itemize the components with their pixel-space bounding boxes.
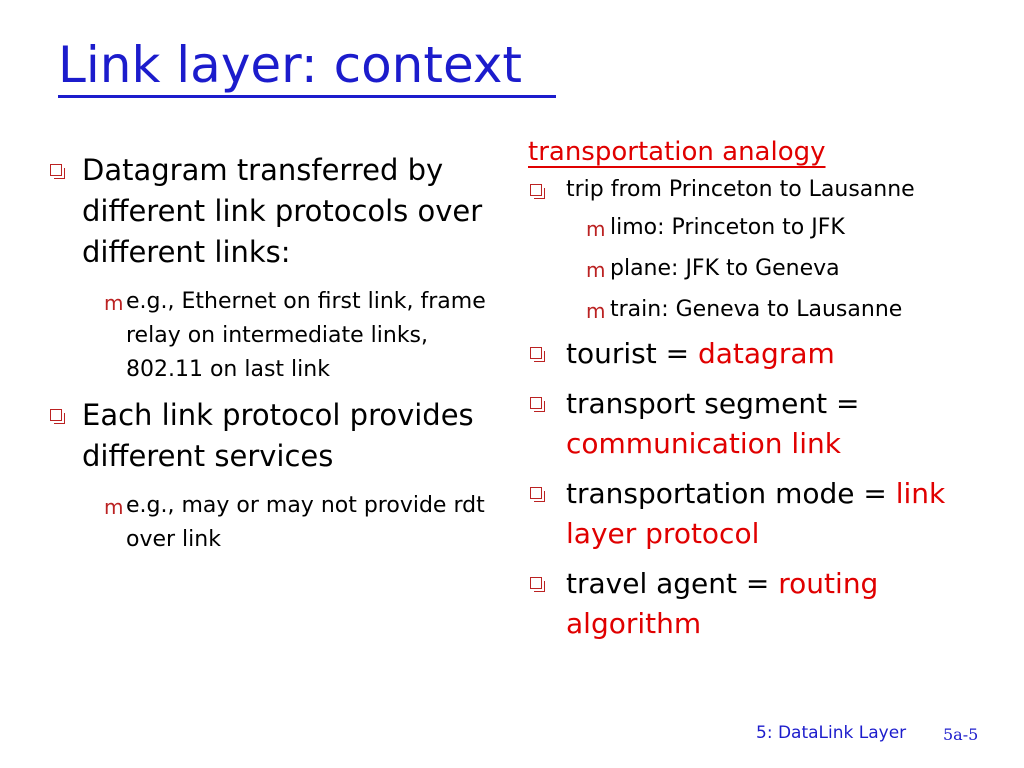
footer-page-number: 5a-5	[943, 725, 979, 744]
analogy-transportation-mode	[528, 474, 988, 554]
analogy-highlight: routing algorithm	[566, 567, 879, 640]
analogy-transport-segment	[528, 384, 988, 464]
analogy-prefix: travel agent =	[566, 567, 779, 600]
trip-subbullet-text: plane: JFK to Geneva	[610, 256, 840, 281]
trip-bullet	[528, 173, 988, 207]
sub-bullet-icon: m	[586, 299, 606, 323]
slide-title: Link layer: context	[58, 36, 523, 94]
trip-subbullet-text: train: Geneva to Lausanne	[610, 297, 903, 322]
left-subbullet-2-text: e.g., may or may not provide rdt over link	[126, 493, 485, 552]
square-bullet-icon	[530, 347, 542, 359]
analogy-highlight: datagram	[697, 337, 835, 370]
sub-bullet-icon: m	[586, 258, 606, 282]
sub-bullet-icon: m	[586, 217, 606, 241]
analogy-highlight: communication link	[566, 427, 841, 460]
left-bullet-2-text: Each link protocol provides different services	[82, 398, 474, 473]
analogy-prefix: transportation mode =	[566, 477, 896, 510]
footer-chapter: 5: DataLink Layer	[756, 723, 907, 743]
trip-subbullet-limo	[528, 211, 988, 245]
analogy-highlight: link layer protocol	[566, 477, 946, 550]
analogy-tourist	[528, 334, 988, 374]
trip-subbullet-train	[528, 293, 988, 327]
left-bullet-1-text: Datagram transferred by different link protocols over different links:	[82, 153, 483, 269]
left-subbullet-1-text: e.g., Ethernet on first link, frame relay on intermediate links, 802.11 on last link	[126, 289, 486, 382]
trip-subbullet-text: limo: Princeton to JFK	[610, 215, 845, 240]
left-bullet-1	[48, 150, 498, 273]
square-bullet-icon	[50, 409, 62, 421]
analogy-prefix: tourist =	[566, 337, 698, 370]
trip-bullet-text: trip from Princeton to Lausanne	[566, 177, 915, 202]
sub-bullet-icon: m	[104, 495, 124, 519]
square-bullet-icon	[50, 164, 62, 176]
analogy-heading: transportation analogy	[528, 137, 826, 167]
analogy-prefix: transport segment =	[566, 387, 860, 420]
right-column	[528, 135, 988, 654]
trip-subbullet-plane	[528, 252, 988, 286]
sub-bullet-icon: m	[104, 291, 124, 315]
title-underline	[58, 95, 556, 98]
left-column	[48, 150, 498, 565]
analogy-travel-agent	[528, 564, 988, 644]
square-bullet-icon	[530, 487, 542, 499]
left-bullet-2	[48, 395, 498, 477]
left-subbullet-2	[48, 489, 498, 557]
left-subbullet-1	[48, 285, 498, 387]
square-bullet-icon	[530, 184, 542, 196]
square-bullet-icon	[530, 397, 542, 409]
square-bullet-icon	[530, 577, 542, 589]
